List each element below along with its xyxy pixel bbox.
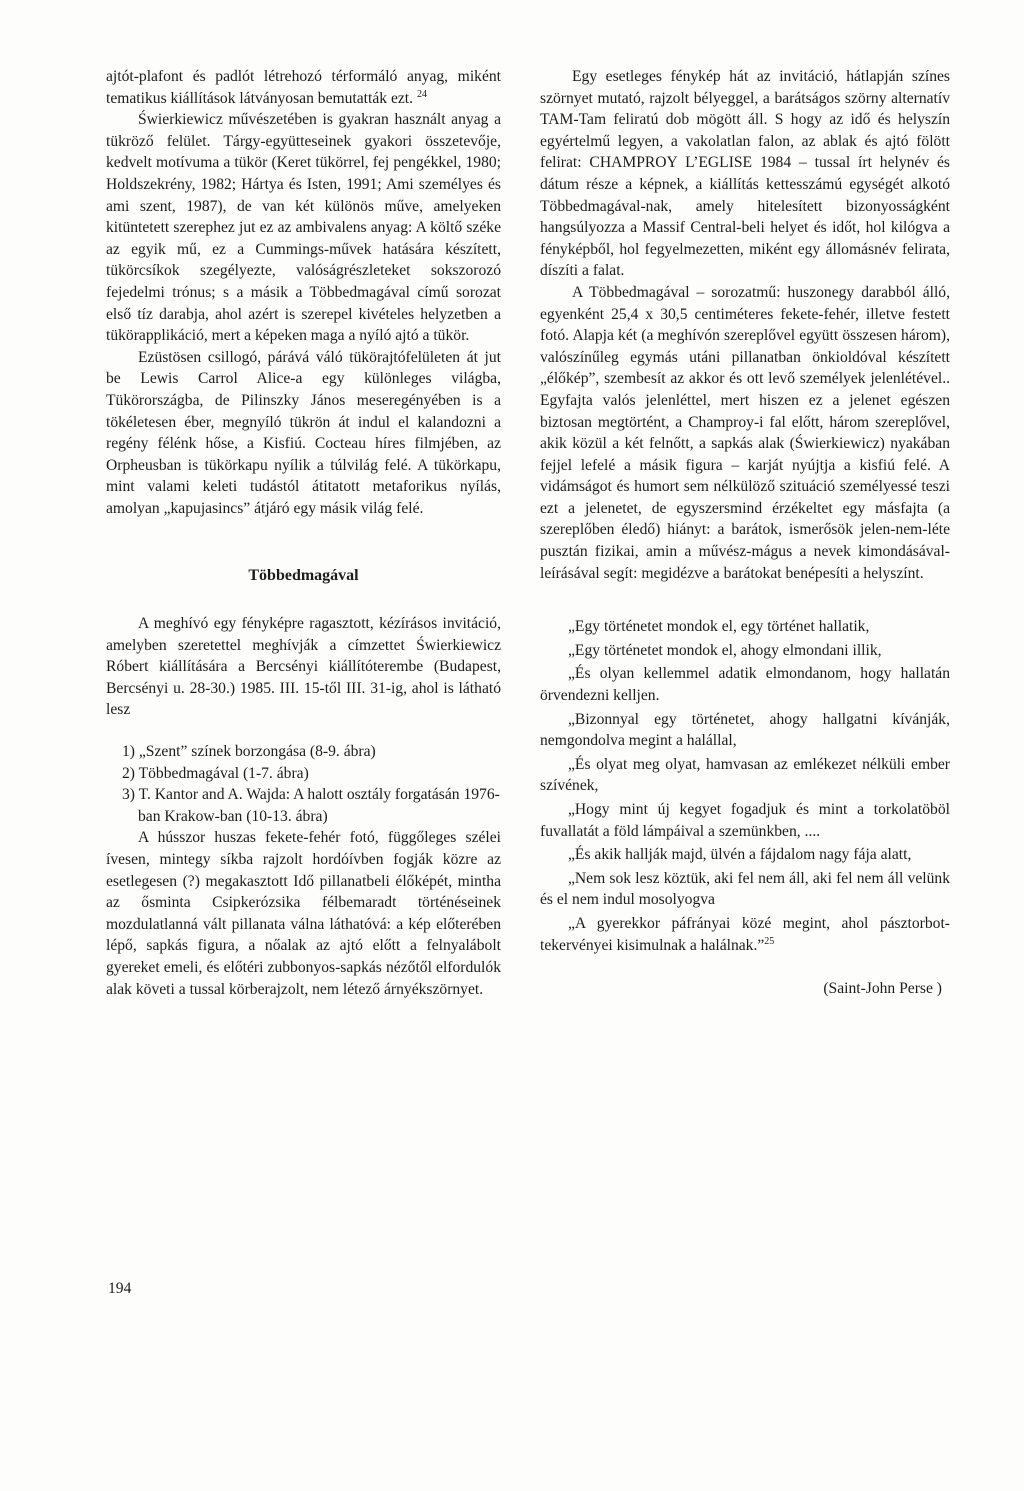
paragraph-series: A Többedmagával – sorozatmű: huszonegy darabból álló, egyenként 25,4 x 30,5 centiméteres fekete-fehér, illetve festett fotó. Alapja két (a meghívón szereplővel együtt összesen három), valószínűleg egymás utáni pillanatban önkioldóval készített „élőkép”, szembesít az akkor és ott levő személyek jelenlétével.. Egyfajta valós jelenléttel, mert hiszen ez a jelenet egészen biztosan megtörtént, a Champroy-i fal előtt, három szereplővel, akik közül a két felnőtt, a sapkás alak (Świerkiewicz) nyakában fejjel lefelé a másik figura – karját nyújtja a kisfiú felé. A vidámságot és humort sem nélkülöző szituáció személyessé teszi ezt a jelenetet, de egyszersmind érzékeltet egy másfajta (a szereplőben éledő) hiányt: a barátok, ismerősök jelen-nem-léte pusztán fizikai, amin a művész-mágus a nevek kimondásával-leírásával segít: megidézve a barátokat benépesíti a helyszínt. [540,283,950,582]
paragraph-photo-invitation: Egy esetleges fénykép hát az invitáció, hátlapján színes szörnyet mutató, rajzolt bélyeggel, a barátságos szörny alternatív TAM-Tam feliratú dob mögött áll. S hogy az idő és helyszín egyértelmű legyen, a vakolatlan falon, az ablak és ajtó fölött felirat: CHAMPROY L’EGLISE 1984 – tussal írt helynév és dátum része a képnek, a kiállítás kettesszámú egységét alkotó Többedmagával-nak, amely hitelesített bizonyosságként hangsúlyozza a Massif Central-beli helyet és időt, hol kilógva a fényképből, hol fegyelmezetten, miként egy állomásnév felirata, díszíti a falat. [540,68,950,280]
left-column [106,66,501,1000]
right-column [540,66,950,1000]
quote-line: „Egy történetet mondok el, egy történet hallatik, [568,618,870,636]
figure-list-item: 3) T. Kantor and A. Wajda: A halott osztály forgatásán 1976-ban Krakow-ban (10-13. ábra) [122,786,500,825]
quote-line: „Bizonnyal egy történetet, ahogy hallgatni kívánják, nemgondolva megint a halállal, [540,710,950,750]
quote-line: „És akik hallják majd, ülvén a fájdalom nagy fája alatt, [568,846,912,864]
footnote-ref-24: 24 [416,88,427,100]
quote-line: „És olyat meg olyat, hamvasan az emlékezet nélküli ember szívének, [540,755,950,795]
quote-attribution: (Saint-John Perse ) [823,980,942,998]
paragraph-photo-description: A hússzor huszas fekete-fehér fotó, függőleges szélei ívesen, mintegy síkba rajzolt hordóívben fogják közre az esetlegesen (?) megakasztott Idő pillanatbeli élőképét, mintha az ősminta Csipkerózsika félbemaradt történéseinek mozdulatlanná vált pillanata válna láthatóvá: a kép előterében lépő, sapkás figura, a nőalak az ajtó előtt a felnyalábolt gyereket emeli, és előtéri zubbonyos-sapkás nézőtől elfordulók alak követi a tussal körberajzolt, nem létező árnyékszörnyet. [106,829,501,998]
poem-quote [540,616,950,956]
figure-list [106,741,501,827]
figure-list-item: 1) „Szent” színek borzongása (8-9. ábra) [122,743,376,761]
footnote-ref-25: 25 [764,935,775,947]
quote-line-text: „A gyerekkor páfrányai közé megint, ahol pásztorbot-tekervényei kisimulnak a halálnak.” [540,914,950,954]
paragraph-text: ajtót-plafont és padlót létrehozó térformáló anyag, miként tematikus kiállítások látványosan bemutatták ezt. [106,68,501,107]
figure-list-item: 2) Többedmagával (1-7. ábra) [122,764,309,782]
quote-line: „Nem sok lesz köztük, aki fel nem áll, aki fel nem áll velünk és el nem indul mosolyogva [540,869,950,909]
section-heading: Többedmagával [248,567,359,585]
paragraph-continuation [106,66,501,109]
quote-line: „Hogy mint új kegyet fogadjuk és mint a torkolatöböl fuvallatát a föld lámpáival a szemünkben, .... [540,801,950,840]
paragraph-mirror-surface: Świerkiewicz művészetében is gyakran használt anyag a tükröző felület. Tárgy-együtteseinek gyakori összetevője, kedvelt motívuma a tükör (Keret tükörrel, fej pengékkel, 1980; Holdszekrény, 1982; Hártya és Isten, 1991; Ami személyes és ami szent, 1987), de van két különös műve, amelyeken kitüntetett szerephez jut ez az ambivalens anyag: A költő széke az egyik mű, ez a Cummings-művek hatására készített, tükörcsíkok szegélyezte, valóságrészleteket sokszorozó fejedelmi trónus; s a másik a Többedmagával című sorozat első tíz darabja, ahol azért is szerepel kivételes helyzetben a tükörapplikáció, mert a képeken maga a nyíló ajtó a tükör. [106,111,501,345]
quote-line: „Egy történetet mondok el, ahogy elmondani illik, [568,641,882,659]
paragraph-invitation: A meghívó egy fényképre ragasztott, kézírásos invitáció, amelyben szeretettel meghívják a címzettet Świerkiewicz Róbert kiállítására a Bercsényi kiállítóterembe (Budapest, Bercsényi u. 28-30.) 1985. III. 15-től III. 31-ig, ahol is látható lesz [106,615,501,719]
quote-line-last [540,913,950,956]
paragraph-mirror-door: Ezüstösen csillogó, párává váló tükörajtófelületen át jut be Lewis Carrol Alice-a egy különleges világba, Tükörországba, de Pilinszky János meseregényében is a tökéletesen éber, megnyíló tükrön át indul el kalandozni a regény félénk hőse, a Kisfiú. Cocteau híres filmjében, az Orpheusban is tükörkapu nyílik a túlvilág felé. A tükörkapu, mint valami keleti tudástól átitatott metaforikus nyílás, amolyan „kapujasincs” átjáró egy másik világ felé. [106,348,501,517]
quote-line: „És olyan kellemmel adatik elmondanom, hogy hallatán örvendezni kelljen. [540,665,950,705]
page-number: 194 [108,1280,132,1297]
